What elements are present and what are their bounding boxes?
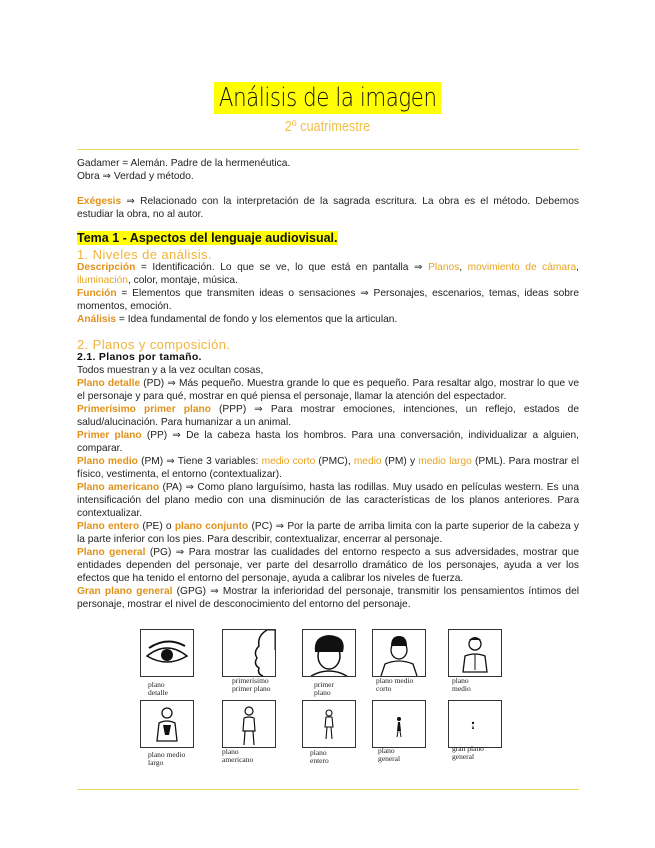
descripcion-hl2: movimiento de cámara: [467, 262, 577, 273]
tema1-heading: Tema 1 - Aspectos del lenguaje audiovisual.: [77, 231, 338, 245]
pm-paragraph: [77, 455, 579, 481]
thumb-primerisimo: [222, 629, 276, 677]
intro-line-1: Gadamer = Alemán. Padre de la hermenéutica.: [77, 158, 291, 169]
analisis-paragraph: [77, 313, 579, 326]
head-front-icon: [303, 630, 355, 676]
pa-paragraph: [77, 481, 579, 520]
planos-lead: Todos muestran y a la vez ocultan cosas,: [77, 365, 264, 376]
page-title: Análisis de la imagen: [214, 82, 442, 114]
page-subtitle: 2º cuatrimestre: [284, 118, 371, 135]
pd-paragraph: [77, 377, 579, 403]
thumb-gran-plano-general: [448, 700, 502, 748]
pm-hl3: medio largo: [418, 456, 472, 467]
caption-plano-medio-largo: plano medio largo: [148, 750, 186, 767]
thumb-plano-detalle: [140, 629, 194, 677]
descripcion-rest: , color, montaje, música.: [127, 275, 238, 286]
thumb-plano-medio-largo: [140, 700, 194, 748]
funcion-text: = Elementos que transmiten ideas o sensaciones ⇒ Personajes, escenarios, temas, ideas sobre momentos, emoción.: [77, 288, 579, 312]
pc-term: plano conjunto: [174, 521, 249, 532]
section1: [77, 248, 579, 326]
caption-plano-detalle: plano detalle: [148, 680, 168, 697]
ppp-text: (PPP) ⇒ Para mostrar emociones, intenciones, un reflejo, estados de salud/alucinación. Para humanizar a un animal.: [77, 404, 580, 428]
pm-hl1: medio corto: [261, 456, 316, 467]
caption-gran-plano-general: gran plano general: [452, 744, 484, 761]
waist-up-icon: [141, 701, 193, 747]
ppp-paragraph: [77, 403, 579, 429]
bottom-rule: [77, 789, 579, 790]
ppp-term: Primerísimo primer plano: [77, 404, 211, 415]
pd-term: Plano detalle: [77, 378, 141, 389]
pm-text4: (PML). Para mostrar el físico, vestimenta, el entorno (contextualizar).: [77, 456, 579, 480]
pa-text: (PA) ⇒ Como plano larguísimo, hasta las rodillas. Muy usado en películas western. Es una intensificación del plano medio con una disminución de las características de los planos anteriores. Para contextualizar.: [77, 482, 580, 519]
thumb-plano-americano: [222, 700, 276, 748]
exegesis-term: Exégesis: [77, 196, 122, 207]
caption-primer-plano: primer plano: [314, 680, 334, 697]
pm-term: Plano medio: [77, 456, 138, 467]
analisis-term: Análisis: [77, 314, 117, 325]
thumb-plano-medio-corto: [372, 629, 426, 677]
tema1-heading-block: [77, 232, 579, 246]
descripcion-hl3: iluminación: [77, 275, 128, 286]
descripcion-sep1: ,: [459, 262, 468, 273]
pe-text1: (PE) o: [139, 521, 175, 532]
pe-paragraph: [77, 520, 579, 546]
gpg-text: (GPG) ⇒ Mostrar la inferioridad del personaje, transmitir los pensamientos íntimos del personaje, mostrar el nivel de desconocimiento del entorno del personaje.: [77, 586, 579, 610]
pa-term: Plano americano: [77, 482, 160, 493]
pe-text2: (PC) ⇒ Por la parte de arriba limita con la parte superior de la cabeza y la parte inferior con los pies. Para describir, contextualizar, encerrar al personaje.: [77, 521, 580, 545]
gpg-term: Gran plano general: [77, 586, 173, 597]
pg-term: Plano general: [77, 547, 146, 558]
knee-up-icon: [223, 701, 275, 747]
thumb-plano-medio: [448, 629, 502, 677]
thumb-primer-plano: [302, 629, 356, 677]
section2: [77, 338, 579, 611]
pp-paragraph: [77, 429, 579, 455]
caption-plano-americano: plano americano: [222, 747, 254, 764]
pe-term: Plano entero: [77, 521, 140, 532]
descripcion-paragraph: [77, 261, 579, 287]
head-shoulders-icon: [373, 630, 425, 676]
gpg-paragraph: [77, 585, 579, 611]
small-figure-icon: [373, 701, 425, 747]
exegesis-paragraph: [77, 195, 579, 221]
section2-subheading: 2.1. Planos por tamaño.: [77, 351, 202, 363]
tiny-figure-icon: [449, 701, 501, 747]
thumb-plano-general: [372, 700, 426, 748]
analisis-text: = Idea fundamental de fondo y los elementos que la articulan.: [116, 314, 398, 325]
caption-plano-entero: plano entero: [310, 748, 329, 765]
pm-hl2: medio: [353, 456, 382, 467]
pm-text1: (PM) ⇒ Tiene 3 variables:: [137, 456, 262, 467]
pg-text: (PG) ⇒ Para mostrar las cualidades del entorno respecto a sus adversidades, mostrar que entidades dependen del personaje, ver parte del desarrollo dramático de los personajes, ayuda a ver los efectos que ha tenido el entorno del personaje, ayuda a calibrar los niveles de fuerza.: [77, 547, 580, 584]
title-block: [0, 82, 655, 114]
bust-icon: [449, 630, 501, 676]
pd-text: (PD) ⇒ Más pequeño. Muestra grande lo que es pequeño. Para resaltar algo, mostrar lo que ve el personaje y para qué, mostrar en qué piensa el personaje, llamar la atención del espectador.: [77, 378, 579, 402]
pg-paragraph: [77, 546, 579, 585]
pp-text: (PP) ⇒ De la cabeza hasta los hombros. Para una conversación, individualizar a alguien, comparar.: [77, 430, 579, 454]
descripcion-term: Descripción: [77, 262, 136, 273]
caption-plano-general: plano general: [378, 746, 401, 763]
intro-block: [77, 157, 579, 183]
full-body-icon: [303, 701, 355, 747]
caption-primerisimo: primerísimo primer plano: [232, 676, 271, 693]
eye-closeup-icon: [141, 630, 193, 676]
exegesis-text: ⇒ Relacionado con la interpretación de la sagrada escritura. La obra es el método. Debemos estudiar la obra, no al autor.: [77, 196, 579, 220]
funcion-paragraph: [77, 287, 579, 313]
section1-heading: 1. Niveles de análisis.: [77, 247, 212, 262]
funcion-term: Función: [77, 288, 117, 299]
thumb-plano-entero: [302, 700, 356, 748]
top-rule: [77, 149, 579, 150]
caption-plano-medio-corto: plano medio corto: [376, 676, 414, 693]
pm-text3: (PM) y: [381, 456, 419, 467]
section2-heading: 2. Planos y composición.: [77, 337, 231, 352]
descripcion-hl1: Planos: [428, 262, 460, 273]
intro-line-2: Obra ⇒ Verdad y método.: [77, 171, 194, 182]
pp-term: Primer plano: [77, 430, 142, 441]
caption-plano-medio: plano medio: [452, 676, 471, 693]
descripcion-sep2: ,: [576, 262, 579, 273]
pm-text2: (PMC),: [315, 456, 354, 467]
descripcion-text: = Identificación. Lo que se ve, lo que está en pantalla ⇒: [135, 262, 429, 273]
face-profile-icon: [223, 630, 275, 676]
